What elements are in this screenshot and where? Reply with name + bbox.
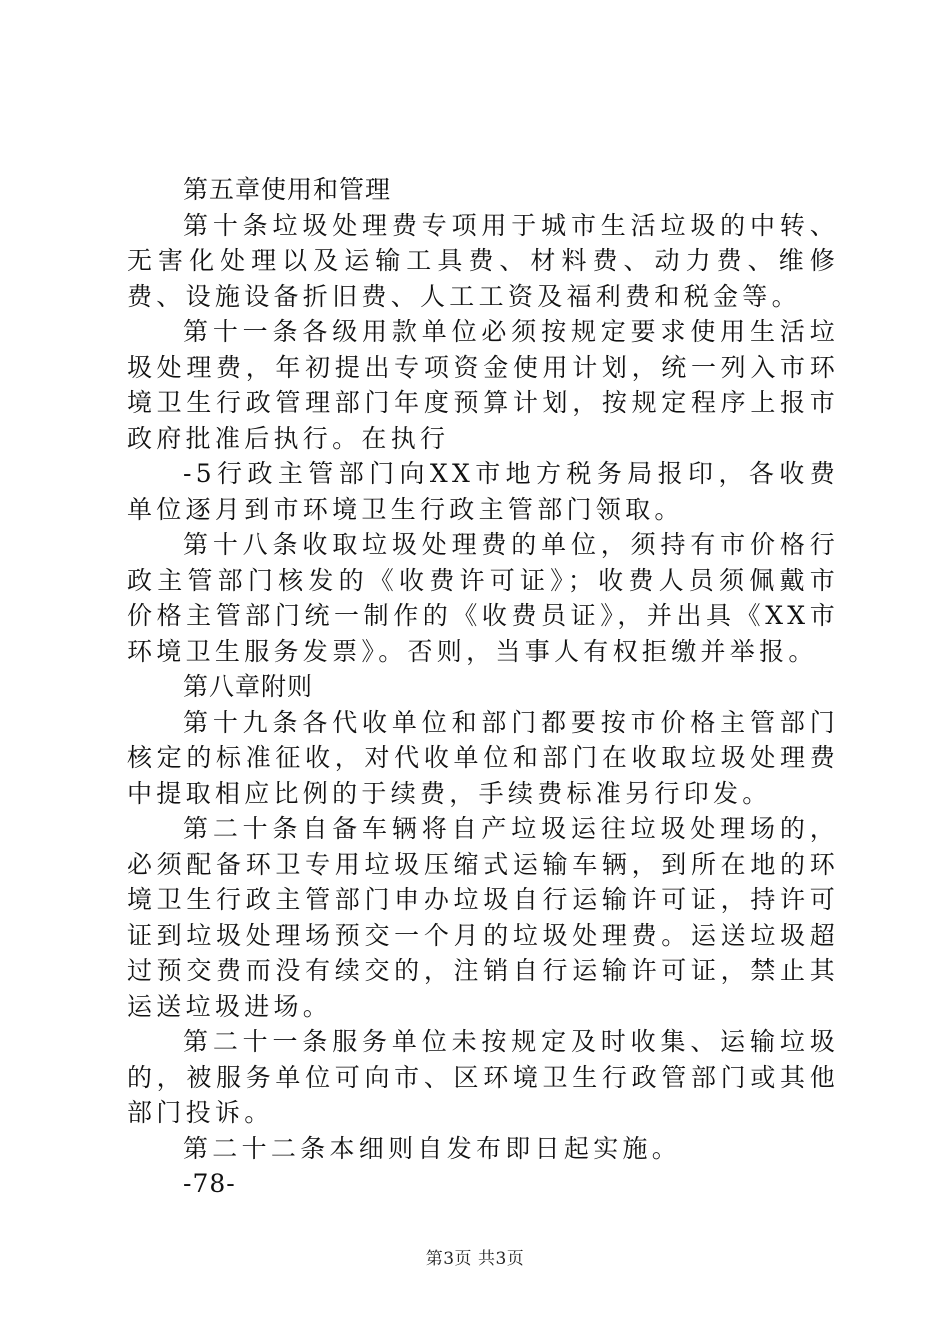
- document-body: [127, 172, 839, 1202]
- article-11: 第十一条各级用款单位必须按规定要求使用生活垃圾处理费，年初提出专项资金使用计划，统一列入市环境卫生行政管理部门年度预算计划，按规定程序上报市政府批准后执行。在执行: [127, 317, 839, 453]
- chapter-heading-5: 第五章使用和管理: [183, 175, 392, 204]
- fragment-paragraph: -5行政主管部门向XX市地方税务局报印，各收费单位逐月到市环境卫生行政主管部门领取。: [127, 459, 839, 524]
- article-19: 第十九条各代收单位和部门都要按市价格主管部门核定的标准征收，对代收单位和部门在收取垃圾处理费中提取相应比例的于续费，手续费标准另行印发。: [127, 707, 839, 808]
- article-21: 第二十一条服务单位未按规定及时收集、运输垃圾的，被服务单位可向市、区环境卫生行政管部门或其他部门投诉。: [127, 1027, 839, 1127]
- chapter-heading-8: 第八章附则: [183, 672, 314, 701]
- article-20: 第二十条自备车辆将自产垃圾运往垃圾处理场的，必须配备环卫专用垃圾压缩式运输车辆，到所在地的环境卫生行政主管部门申办垃圾自行运输许可证，持许可证到垃圾处理场预交一个月的垃圾处理费。运送垃圾超过预交费而没有续交的，注销自行运输许可证，禁止其运送垃圾进场。: [127, 814, 839, 1021]
- inline-page-number: -78-: [183, 1169, 236, 1198]
- article-10: 第十条垃圾处理费专项用于城市生活垃圾的中转、无害化处理以及运输工具费、材料费、动力费、维修费、设施设备折旧费、人工工资及福利费和税金等。: [127, 210, 839, 311]
- article-18: 第十八条收取垃圾处理费的单位，须持有市价格行政主管部门核发的《收费许可证》；收费人员须佩戴市价格主管部门统一制作的《收费员证》，并出具《XX市环境卫生服务发票》。否则，当事人有权拒缴并举报。: [127, 530, 839, 666]
- article-22: 第二十二条本细则自发布即日起实施。: [183, 1133, 682, 1163]
- page-footer: 第3页 共3页: [425, 1249, 525, 1269]
